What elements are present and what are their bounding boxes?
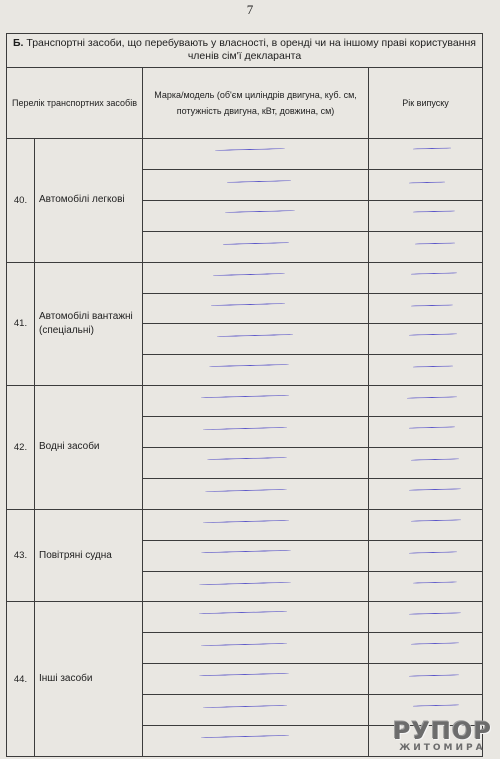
year-cell	[369, 478, 483, 509]
handwritten-dash	[227, 180, 291, 183]
handwritten-dash	[205, 489, 287, 492]
model-cell	[143, 293, 369, 324]
model-cell	[143, 725, 369, 756]
handwritten-dash	[413, 366, 453, 368]
year-cell	[369, 633, 483, 664]
handwritten-dash	[225, 210, 295, 213]
year-cell	[369, 386, 483, 417]
handwritten-dash	[411, 272, 457, 274]
handwritten-dash	[409, 551, 457, 553]
handwritten-dash	[407, 397, 457, 399]
year-cell	[369, 417, 483, 448]
model-cell	[143, 262, 369, 293]
handwritten-dash	[411, 304, 453, 306]
year-cell	[369, 293, 483, 324]
handwritten-dash	[207, 457, 287, 460]
category-number: 42.	[7, 386, 35, 510]
model-cell	[143, 417, 369, 448]
handwritten-dash	[411, 643, 459, 645]
category-name: Автомобілі легкові	[35, 139, 143, 263]
header-list: Перелік транспортних засобів	[7, 67, 143, 138]
handwritten-dash	[409, 334, 457, 336]
section-letter: Б.	[13, 37, 24, 50]
model-cell	[143, 633, 369, 664]
handwritten-dash	[413, 210, 455, 212]
model-cell	[143, 540, 369, 571]
category-name: Інші засоби	[35, 602, 143, 757]
watermark-line2: ЖИТОМИРА	[399, 743, 486, 753]
section-title	[7, 34, 483, 68]
handwritten-dash	[201, 395, 289, 398]
header-year: Рік випуску	[369, 67, 483, 138]
handwritten-dash	[413, 148, 451, 150]
model-cell	[143, 478, 369, 509]
year-cell	[369, 571, 483, 602]
year-cell	[369, 231, 483, 262]
header-model: Марка/модель (об'єм циліндрів двигуна, куб. см, потужність двигуна, кВт, довжина, см)	[143, 67, 369, 138]
handwritten-dash	[199, 673, 289, 676]
model-cell	[143, 664, 369, 695]
year-cell	[369, 355, 483, 386]
handwritten-dash	[199, 611, 287, 614]
handwritten-dash	[413, 581, 457, 583]
year-cell	[369, 139, 483, 170]
model-cell	[143, 571, 369, 602]
model-cell	[143, 355, 369, 386]
handwritten-dash	[217, 334, 293, 337]
vehicles-table	[6, 33, 483, 757]
handwritten-dash	[203, 427, 287, 430]
category-number: 44.	[7, 602, 35, 757]
year-cell	[369, 602, 483, 633]
model-cell	[143, 139, 369, 170]
category-number: 41.	[7, 262, 35, 386]
category-name: Водні засоби	[35, 386, 143, 510]
year-cell	[369, 540, 483, 571]
handwritten-dash	[409, 613, 461, 615]
handwritten-dash	[413, 704, 459, 706]
model-cell	[143, 324, 369, 355]
handwritten-dash	[201, 549, 291, 552]
year-cell	[369, 509, 483, 540]
handwritten-dash	[203, 520, 289, 523]
category-name: Повітряні судна	[35, 509, 143, 602]
handwritten-dash	[411, 519, 461, 521]
category-name: Автомобілі вантажні (спеціальні)	[35, 262, 143, 386]
page-number: 7	[246, 2, 254, 17]
handwritten-dash	[199, 581, 291, 584]
handwritten-dash	[415, 242, 455, 244]
year-cell	[369, 200, 483, 231]
model-cell	[143, 386, 369, 417]
handwritten-dash	[203, 705, 287, 708]
model-cell	[143, 447, 369, 478]
handwritten-dash	[409, 488, 461, 490]
handwritten-dash	[409, 181, 445, 183]
model-cell	[143, 169, 369, 200]
model-cell	[143, 200, 369, 231]
year-cell	[369, 324, 483, 355]
handwritten-dash	[215, 148, 285, 151]
handwritten-dash	[411, 458, 459, 460]
year-cell	[369, 664, 483, 695]
section-title-text: Транспортні засоби, що перебувають у власності, в оренді чи на іншому праві користування членів сім'ї декларанта	[26, 37, 476, 63]
handwritten-dash	[201, 735, 289, 738]
handwritten-dash	[409, 426, 455, 428]
year-cell	[369, 169, 483, 200]
handwritten-dash	[213, 273, 285, 276]
handwritten-dash	[209, 364, 289, 367]
handwritten-dash	[211, 303, 285, 306]
category-number: 43.	[7, 509, 35, 602]
model-cell	[143, 509, 369, 540]
handwritten-dash	[409, 675, 459, 677]
category-number: 40.	[7, 139, 35, 263]
handwritten-dash	[223, 242, 289, 245]
model-cell	[143, 602, 369, 633]
model-cell	[143, 231, 369, 262]
year-cell	[369, 262, 483, 293]
watermark-logo	[393, 719, 492, 753]
watermark-line1: РУПОР	[392, 717, 492, 745]
year-cell	[369, 447, 483, 478]
model-cell	[143, 695, 369, 726]
handwritten-dash	[201, 643, 287, 646]
